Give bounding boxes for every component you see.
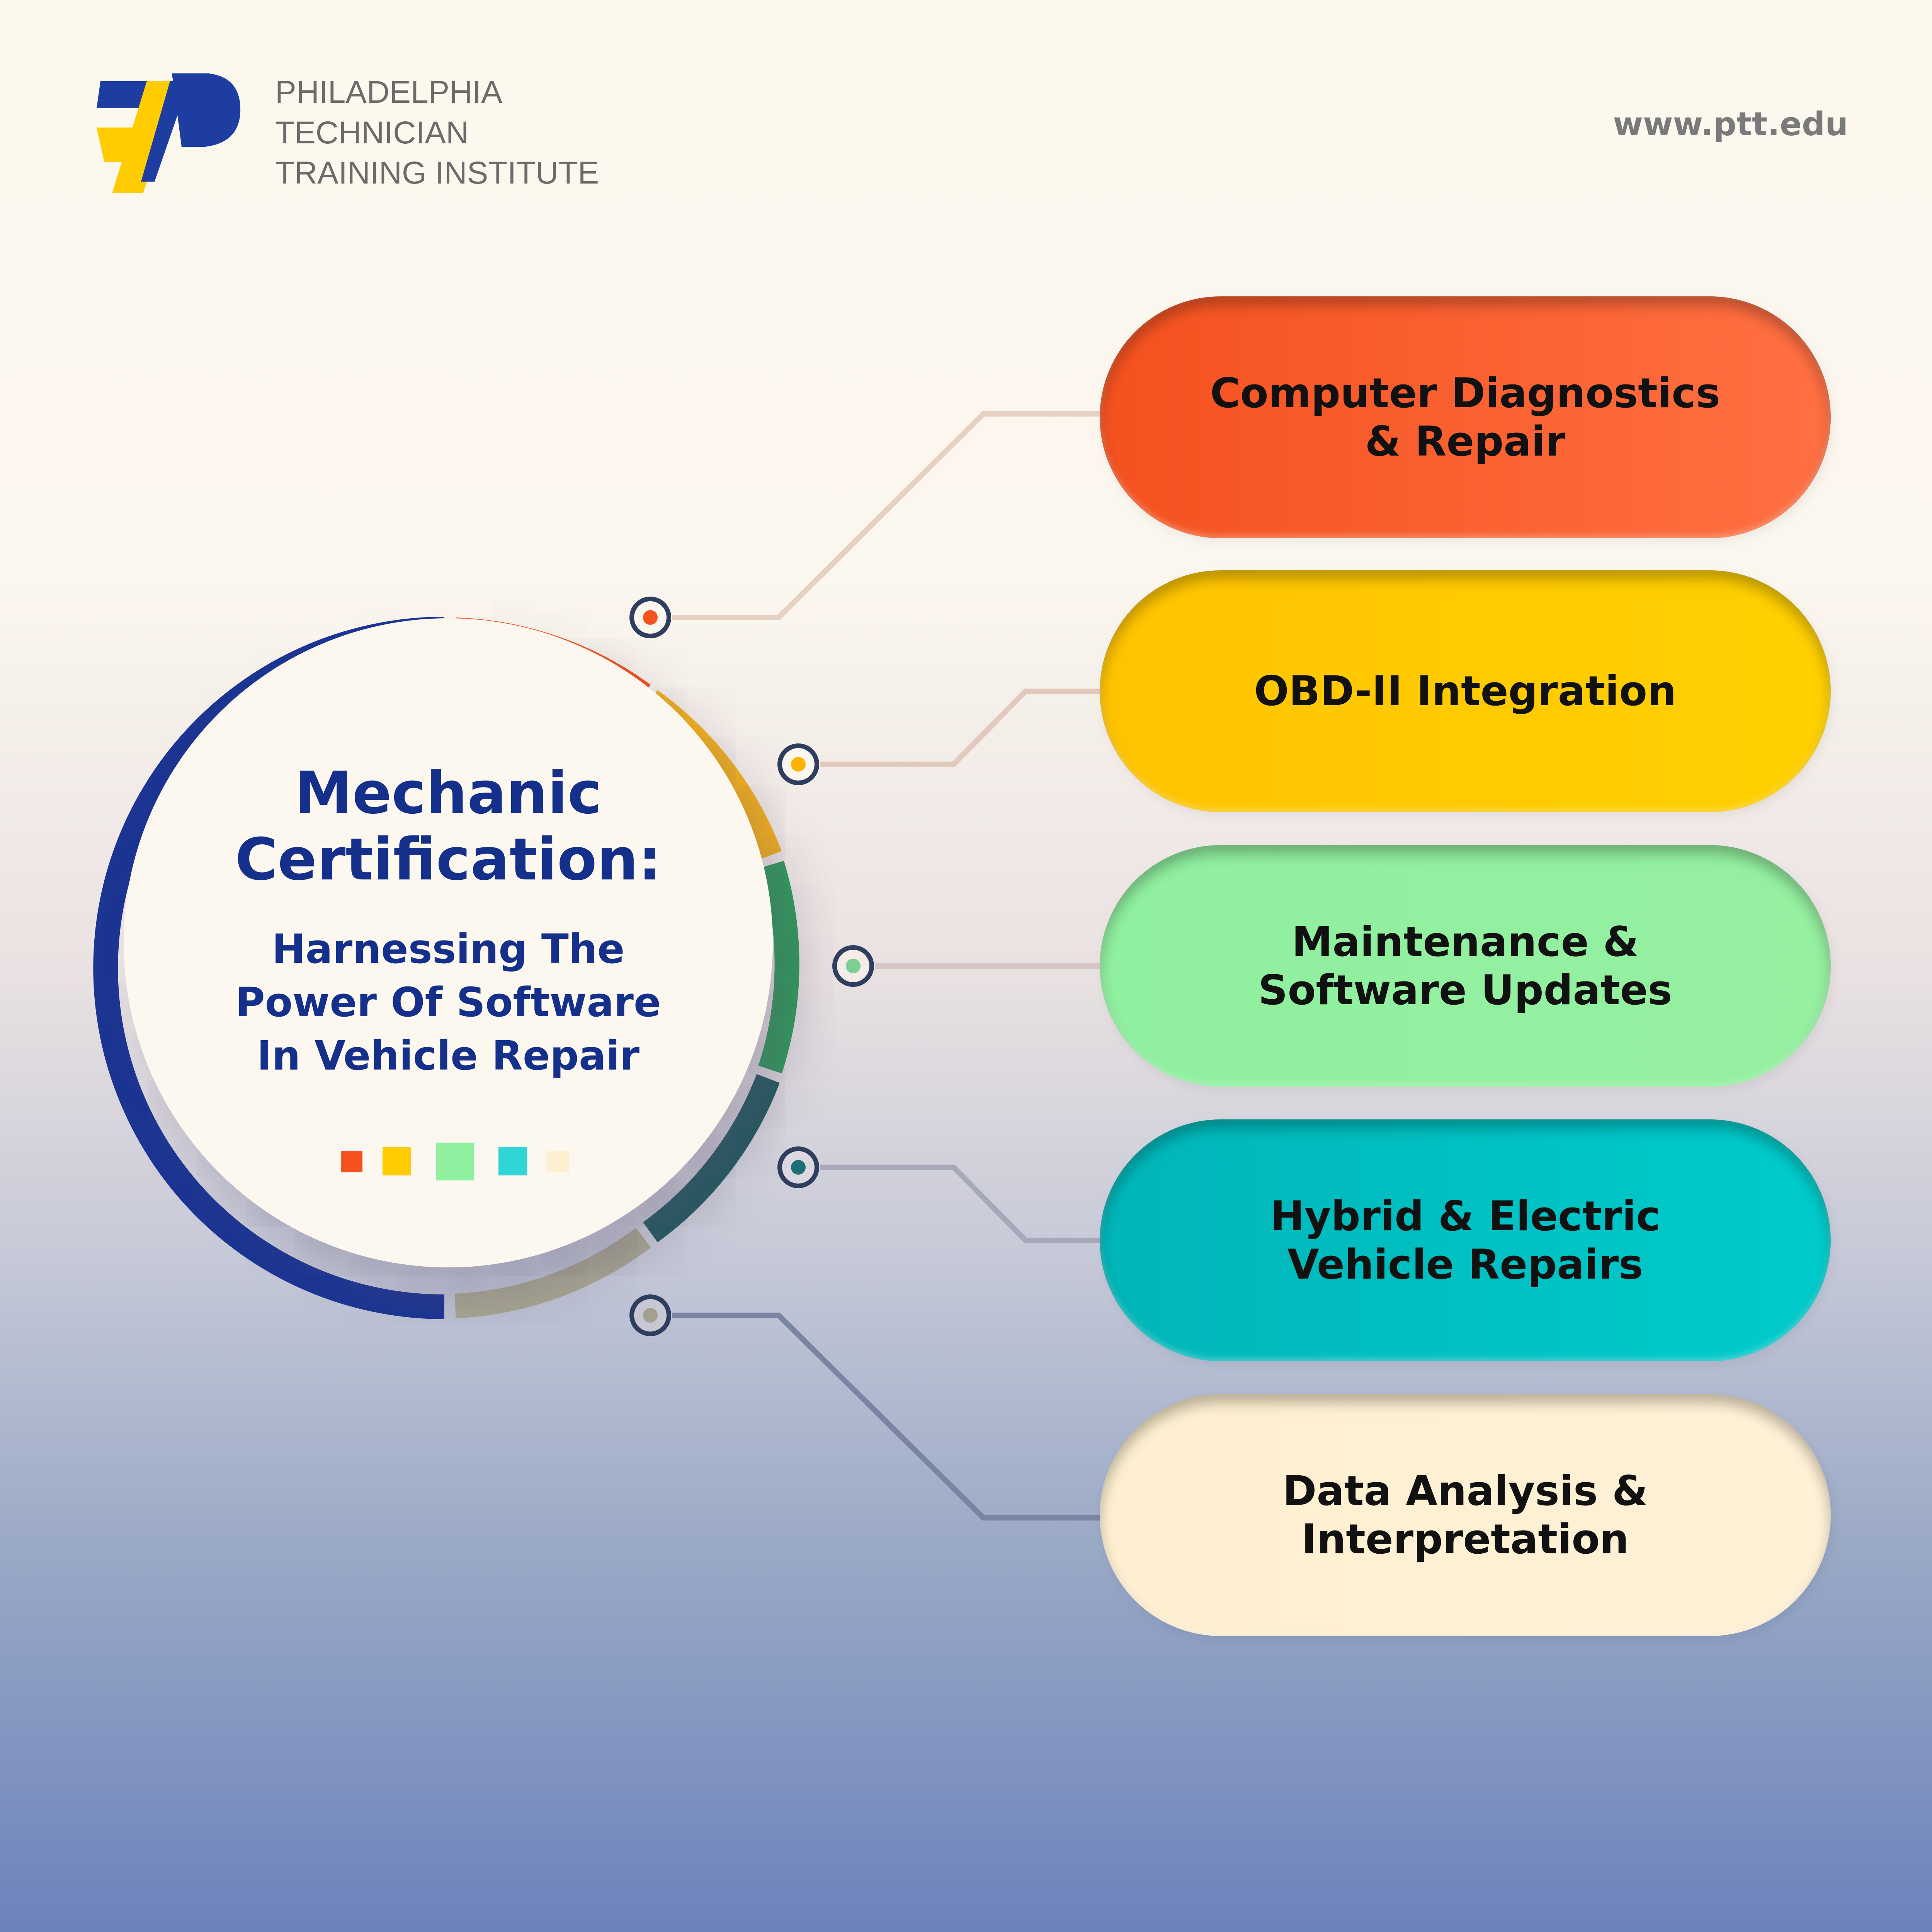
node-2 — [780, 746, 817, 783]
connector-line-2 — [820, 691, 1100, 764]
org-name-line-2: TECHNICIAN — [275, 115, 469, 150]
node-1 — [632, 599, 669, 636]
node-4 — [780, 1149, 817, 1186]
center-title-line-1: Mechanic — [294, 760, 602, 827]
legend-square-yellow — [383, 1147, 411, 1175]
pill-data-analysis — [1100, 1394, 1831, 1636]
center-subtitle-line-1: Harnessing The — [272, 925, 625, 973]
pill-label: Computer Diagnostics & Repair — [1210, 369, 1721, 465]
pill-label: Hybrid & Electric Vehicle Repairs — [1270, 1192, 1660, 1288]
org-name-line-1: PHILADELPHIA — [275, 75, 502, 110]
pill-label: Maintenance & Software Updates — [1258, 918, 1672, 1014]
pill-label: Data Analysis & Interpretation — [1282, 1467, 1648, 1563]
connector-line-1 — [672, 414, 1100, 617]
org-name-line-3: TRAINING INSTITUTE — [275, 155, 599, 190]
center-subtitle-line-2: Power Of Software — [235, 979, 661, 1026]
center-title-line-2: Certification: — [235, 826, 662, 893]
legend-square-teal — [498, 1147, 527, 1175]
connector-line-5 — [672, 1315, 1100, 1518]
legend-square-cream — [547, 1151, 569, 1172]
legend-square-orange — [341, 1151, 362, 1172]
connector-line-4 — [820, 1167, 1100, 1240]
pill-obd-ii-integration — [1100, 570, 1831, 812]
node-3 — [835, 947, 872, 985]
center-subtitle-line-3: In Vehicle Repair — [257, 1032, 640, 1079]
website-url: www.ptt.edu — [1613, 105, 1848, 143]
pill-computer-diagnostics — [1100, 296, 1831, 538]
pill-hybrid-electric-repairs — [1100, 1119, 1831, 1361]
pill-label: OBD-II Integration — [1254, 667, 1677, 715]
pill-maintenance-software-updates — [1100, 845, 1831, 1087]
node-5 — [632, 1297, 669, 1334]
legend-square-green — [436, 1143, 474, 1180]
